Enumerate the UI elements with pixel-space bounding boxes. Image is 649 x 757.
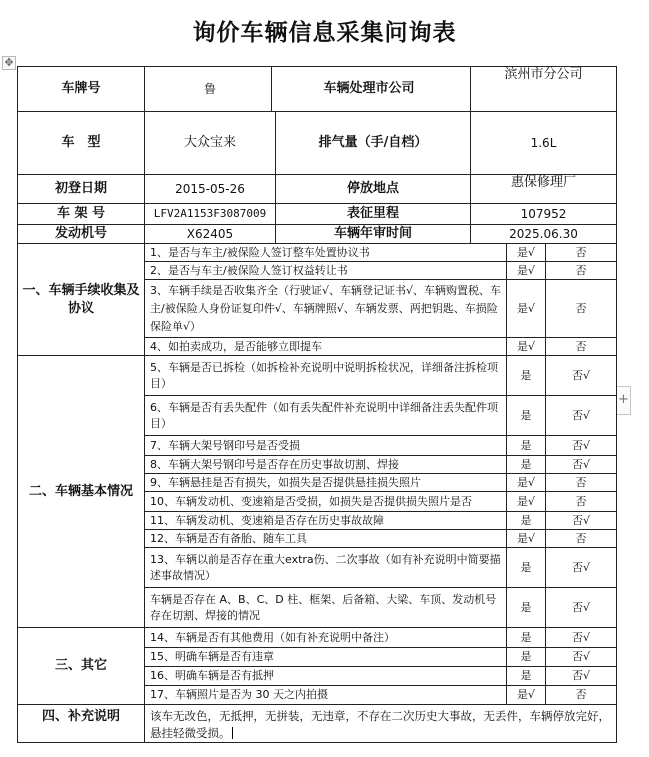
item-11-yes[interactable]: 是 — [507, 512, 546, 530]
reg-date-wrap — [145, 175, 471, 204]
item-1-yes[interactable]: 是√ — [507, 244, 546, 262]
item-14-yes[interactable]: 是 — [507, 628, 546, 648]
company-label: 车辆处理市公司 — [271, 67, 466, 111]
item-14: 14、车辆是否有其他费用（如有补充说明中备注） — [145, 628, 507, 648]
item-17-no[interactable]: 否 — [546, 686, 617, 705]
item-1: 1、是否与车主/被保险人签订整车处置协议书 — [145, 244, 507, 262]
item-6-yes[interactable]: 是 — [507, 396, 546, 436]
item-6: 6、车辆是否有丢失配件（如有丢失配件补充说明中详细备注丢失配件项目） — [145, 396, 507, 436]
item-2-yes[interactable]: 是√ — [507, 262, 546, 280]
item-15-no[interactable]: 否√ — [546, 648, 617, 667]
item-13-yes[interactable]: 是 — [507, 548, 546, 588]
item-13: 13、车辆以前是否存在重大extra伤、二次事故（如有补充说明中简要描述事故情况） — [145, 548, 507, 588]
item-8-no[interactable]: 否√ — [546, 456, 617, 474]
item-16: 16、明确车辆是否有抵押 — [145, 667, 507, 686]
item-4-no[interactable]: 否 — [546, 338, 617, 356]
item-7-no[interactable]: 否√ — [546, 436, 617, 456]
item-16-no[interactable]: 否√ — [546, 667, 617, 686]
item-9-yes[interactable]: 是√ — [507, 474, 546, 492]
plate-value: 鲁 — [203, 82, 216, 96]
item-pillar-check-yes[interactable]: 是 — [507, 588, 546, 628]
item-3-yes[interactable]: 是√ — [507, 280, 546, 338]
plate-label: 车牌号 — [18, 67, 145, 112]
location-label: 停放地点 — [275, 175, 470, 203]
company-value: 滨州市分公司 — [471, 67, 617, 112]
item-9: 9、车辆悬挂是否有损失，如损失是否提供悬挂损失照片 — [145, 474, 507, 492]
item-11-no[interactable]: 否√ — [546, 512, 617, 530]
item-7: 7、车辆大架号钢印号是否受损 — [145, 436, 507, 456]
item-5-no[interactable]: 否√ — [546, 356, 617, 396]
text-cursor — [232, 727, 233, 739]
mileage-value: 107952 — [471, 204, 617, 225]
item-12: 12、车辆是否有备胎、随车工具 — [145, 530, 507, 548]
item-pillar-check: 车辆是否存在 A、B、C、D 柱、框架、后备箱、大梁、车顶、发动机号存在切割、焊接的情况 — [145, 588, 507, 628]
section-2-label: 二、车辆基本情况 — [18, 356, 145, 628]
location-value: 惠保修理厂 — [471, 175, 617, 204]
page-title: 询价车辆信息采集问询表 — [192, 20, 457, 46]
inspection-value: 2025.06.30 — [471, 225, 617, 244]
engine-value: X62405 — [186, 227, 234, 241]
item-10-yes[interactable]: 是√ — [507, 492, 546, 512]
item-17: 17、车辆照片是否为 30 天之内拍摄 — [145, 686, 507, 705]
item-6-no[interactable]: 否√ — [546, 396, 617, 436]
engine-wrap — [145, 225, 471, 244]
item-2-no[interactable]: 否 — [546, 262, 617, 280]
plus-icon[interactable]: + — [616, 386, 631, 415]
item-3-no[interactable]: 否 — [546, 280, 617, 338]
item-4: 4、如拍卖成功，是否能够立即提车 — [145, 338, 507, 356]
displacement-value: 1.6L — [471, 112, 617, 175]
vin-wrap — [145, 204, 471, 225]
section-3-label: 三、其它 — [18, 628, 145, 705]
item-15-yes[interactable]: 是 — [507, 648, 546, 667]
item-15: 15、明确车辆是否有违章 — [145, 648, 507, 667]
vin-label: 车 架 号 — [18, 204, 145, 225]
displacement-label: 排气量（手/自档） — [275, 112, 470, 174]
plate-value-wrap — [145, 67, 471, 112]
reg-date-value: 2015-05-26 — [175, 182, 245, 196]
inspection-label: 车辆年审时间 — [275, 225, 470, 243]
model-label: 车 型 — [18, 112, 145, 175]
model-value-wrap — [145, 112, 471, 175]
item-10: 10、车辆发动机、变速箱是否受损，如损失是否提供损失照片是否 — [145, 492, 507, 512]
supplement-text-cell[interactable] — [145, 705, 617, 743]
section-4-label: 四、补充说明 — [18, 705, 145, 743]
item-4-yes[interactable]: 是√ — [507, 338, 546, 356]
item-5: 5、车辆是否已拆检（如拆检补充说明中说明拆检状况，详细备注拆检项目） — [145, 356, 507, 396]
item-1-no[interactable]: 否 — [546, 244, 617, 262]
item-8: 8、车辆大架号钢印号是否存在历史事故切割、焊接 — [145, 456, 507, 474]
item-12-no[interactable]: 否 — [546, 530, 617, 548]
item-2: 2、是否与车主/被保险人签订权益转让书 — [145, 262, 507, 280]
item-12-yes[interactable]: 是√ — [507, 530, 546, 548]
item-8-yes[interactable]: 是 — [507, 456, 546, 474]
item-7-yes[interactable]: 是 — [507, 436, 546, 456]
engine-label: 发动机号 — [18, 225, 145, 244]
section-1-label: 一、车辆手续收集及协议 — [18, 244, 145, 356]
item-5-yes[interactable]: 是 — [507, 356, 546, 396]
item-10-no[interactable]: 否 — [546, 492, 617, 512]
item-17-yes[interactable]: 是√ — [507, 686, 546, 705]
supplement-text: 该车无改色，无抵押，无拼装，无违章，不存在二次历史大事故，无丢件，车辆停放完好，悬挂轻微受损。 — [150, 709, 610, 740]
item-9-no[interactable]: 否 — [546, 474, 617, 492]
reg-date-label: 初登日期 — [18, 175, 145, 204]
mileage-label: 表征里程 — [275, 204, 470, 224]
item-13-no[interactable]: 否√ — [546, 548, 617, 588]
item-14-no[interactable]: 否√ — [546, 628, 617, 648]
inquiry-table — [17, 66, 617, 743]
item-3: 3、车辆手续是否收集齐全（行驶证√、车辆登记证书√、车辆购置税、车主/被保险人身份证复印件√、车辆牌照√、车辆发票、两把钥匙、车损险保险单√） — [145, 280, 507, 338]
item-11: 11、车辆发动机、变速箱是否存在历史事故故障 — [145, 512, 507, 530]
vin-value: LFV2A1153F3087009 — [153, 207, 267, 220]
model-value: 大众宝来 — [183, 135, 236, 150]
item-16-yes[interactable]: 是 — [507, 667, 546, 686]
move-icon[interactable]: ✥ — [2, 56, 16, 70]
item-pillar-check-no[interactable]: 否√ — [546, 588, 617, 628]
